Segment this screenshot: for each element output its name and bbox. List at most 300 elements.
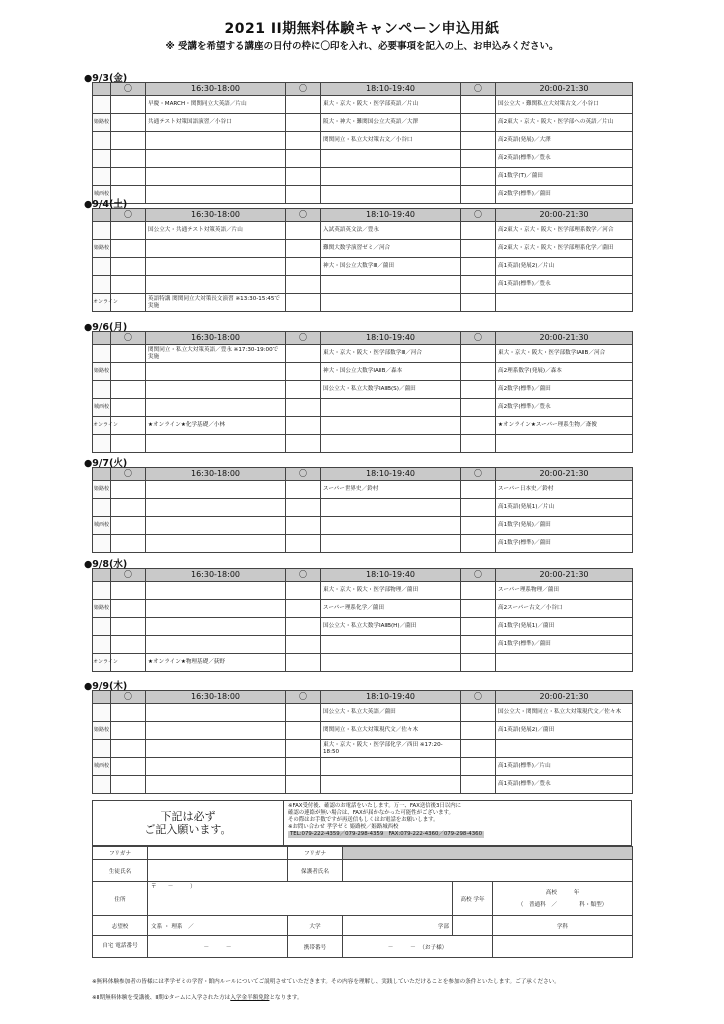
circle-header: 〇: [286, 569, 321, 582]
slot-header: 18:10-19:40: [321, 83, 461, 96]
apply-circle-box[interactable]: [286, 186, 321, 204]
apply-circle-box[interactable]: [461, 168, 496, 186]
campus-label: [93, 499, 111, 517]
section-header-cell: [93, 209, 111, 222]
guardian-name-field[interactable]: [343, 860, 633, 882]
address-label: 住所: [93, 882, 148, 916]
day-date: ●9/9(木): [84, 681, 128, 692]
apply-circle-box[interactable]: [286, 704, 321, 722]
slot-header: 20:00-21:30: [496, 209, 633, 222]
course-name: 国公立大・私立大数学ⅠAⅡB(S)／薗田: [321, 381, 461, 399]
apply-circle-box[interactable]: [461, 499, 496, 517]
schedule-table: [92, 208, 633, 312]
course-row: [93, 258, 633, 276]
circle-header: 〇: [286, 209, 321, 222]
footnote-discount-emph: 入学金半額免除: [230, 995, 270, 1001]
campus-label: 姫路校: [93, 722, 111, 740]
slot-header: 16:30-18:00: [146, 569, 286, 582]
apply-circle-box[interactable]: [286, 276, 321, 294]
course-name: 高1英語(発展2)／薗田: [496, 722, 633, 740]
course-name: [146, 276, 286, 294]
course-name: [321, 186, 461, 204]
campus-label: [93, 276, 111, 294]
slot-header: 16:30-18:00: [146, 691, 286, 704]
course-name: 早慶・MARCH・関関同立大英語／片山: [146, 96, 286, 114]
apply-circle-box[interactable]: [286, 740, 321, 758]
course-row: [93, 499, 633, 517]
apply-circle-box[interactable]: [286, 776, 321, 794]
campus-label: [93, 150, 111, 168]
course-name: 国公立大・共通テスト対策英語／片山: [146, 222, 286, 240]
apply-circle-box[interactable]: [461, 294, 496, 312]
course-name: 国公立大・難関私立大対策古文／小谷口: [496, 96, 633, 114]
course-name: [321, 499, 461, 517]
tel-numbers: TEL:079-222-4359／079-298-4359: [290, 831, 384, 837]
apply-circle-box[interactable]: [111, 600, 146, 618]
form-subtitle: ※ 受講を希望する講座の日付の枠に〇印を入れ、必要事項を記入の上、お申込みください。: [165, 41, 559, 52]
apply-circle-box[interactable]: [286, 96, 321, 114]
child-note: （お子様）: [419, 944, 448, 951]
campus-label: [93, 222, 111, 240]
slot-header: 20:00-21:30: [496, 332, 633, 345]
course-row: [93, 600, 633, 618]
student-name-field[interactable]: [148, 860, 288, 882]
apply-circle-box[interactable]: [286, 654, 321, 672]
course-name: 高2理系数学(発展)／森本: [496, 363, 633, 381]
course-name: 高1数学(標準)／薗田: [496, 636, 633, 654]
campus-label: 姫路校: [93, 600, 111, 618]
course-name: 東大・京大・阪大・医学部化学／西田 ※17:20-18:50: [321, 740, 461, 758]
course-row: [93, 240, 633, 258]
home-phone-field[interactable]: [148, 936, 288, 958]
campus-label: 姫路校: [93, 363, 111, 381]
section-header-cell: [93, 569, 111, 582]
school-line2: （ 普通科 ／ 科・類型）: [517, 901, 608, 908]
apply-circle-box[interactable]: [111, 636, 146, 654]
course-name: 東大・京大・阪大・医学部数学Ⅲ／河合: [321, 345, 461, 363]
course-name: 高2数学(標準)／薗田: [496, 186, 633, 204]
course-name: [321, 168, 461, 186]
university-label: 大学: [288, 916, 343, 936]
schedule-table: [92, 467, 633, 553]
slot-header: 16:30-18:00: [146, 209, 286, 222]
course-name: 高2東大・京大・阪大・医学部理系数学／河合: [496, 222, 633, 240]
circle-header: 〇: [286, 468, 321, 481]
campus-label: [93, 704, 111, 722]
slot-header: 20:00-21:30: [496, 468, 633, 481]
apply-circle-box[interactable]: [111, 222, 146, 240]
home-phone-dash: － －: [203, 944, 232, 951]
course-name: [321, 636, 461, 654]
campus-label: [93, 381, 111, 399]
apply-circle-box[interactable]: [461, 381, 496, 399]
course-name: 英語特講 関関同立大対策長文演習 ※13:30-15:45で実施: [146, 294, 286, 312]
course-row: [93, 758, 633, 776]
course-name: [146, 758, 286, 776]
course-name: 高1英語(発展2)／片山: [496, 258, 633, 276]
apply-circle-box[interactable]: [461, 481, 496, 499]
mobile-field[interactable]: [343, 936, 493, 958]
day-date: ●9/7(火): [84, 458, 128, 469]
circle-header: 〇: [111, 332, 146, 345]
course-row: [93, 96, 633, 114]
apply-circle-box[interactable]: [111, 481, 146, 499]
fax-line1: ※FAX受付後、確認のお電話をいたします。万一、FAX送信後3日以内に: [288, 803, 462, 809]
apply-circle-box[interactable]: [111, 240, 146, 258]
course-name: [146, 381, 286, 399]
campus-label: [93, 535, 111, 553]
campus-label: 城西校: [93, 517, 111, 535]
course-name: [146, 776, 286, 794]
course-name: 神大・国公立大数学ⅠAⅡB／森本: [321, 363, 461, 381]
course-name: 高2英語(標準)／豊永: [496, 150, 633, 168]
apply-circle-box[interactable]: [111, 114, 146, 132]
apply-circle-box[interactable]: [286, 363, 321, 381]
course-name: 高2東大・京大・阪大・医学部理系化学／薗田: [496, 240, 633, 258]
required-notice: [93, 801, 284, 845]
guardian-furigana-field[interactable]: [343, 847, 633, 860]
mobile-dash: － －: [387, 944, 416, 951]
apply-circle-box[interactable]: [286, 222, 321, 240]
course-name: 高2スーパー古文／小谷口: [496, 600, 633, 618]
apply-circle-box[interactable]: [286, 722, 321, 740]
course-name: [146, 399, 286, 417]
course-name: [321, 517, 461, 535]
apply-circle-box[interactable]: [286, 399, 321, 417]
apply-circle-box[interactable]: [286, 294, 321, 312]
circle-header: 〇: [111, 209, 146, 222]
course-name: 東大・京大・阪大・医学部物理／薗田: [321, 582, 461, 600]
school-field[interactable]: [493, 882, 633, 916]
schedule-table: [92, 568, 633, 672]
footnote-discount-prefix: ※Ⅱ期無料体験を受講後、Ⅱ期①タームに入学された方は: [92, 995, 231, 1001]
day-date: ●9/3(金): [84, 73, 128, 84]
faculty-field[interactable]: [343, 916, 453, 936]
apply-circle-box[interactable]: [461, 258, 496, 276]
course-name: 関関同立・私立大対策現代文／佐々木: [321, 722, 461, 740]
apply-circle-box[interactable]: [461, 758, 496, 776]
apply-circle-box[interactable]: [111, 276, 146, 294]
course-name: [321, 435, 461, 453]
apply-circle-box[interactable]: [286, 150, 321, 168]
course-name: 高1数学(発展)／薗田: [496, 517, 633, 535]
course-row: [93, 114, 633, 132]
slot-header: 18:10-19:40: [321, 332, 461, 345]
circle-header: 〇: [111, 569, 146, 582]
apply-circle-box[interactable]: [111, 399, 146, 417]
course-name: 東大・京大・阪大・医学部数学ⅠAⅡB／河合: [496, 345, 633, 363]
fax-line3: その際はお手数ですが再送信もしくはお電話をお願いします。: [288, 817, 439, 823]
slot-header: 18:10-19:40: [321, 468, 461, 481]
course-name: [321, 654, 461, 672]
apply-circle-box[interactable]: [111, 258, 146, 276]
day-date: ●9/8(水): [84, 559, 128, 570]
course-name: [321, 417, 461, 435]
day-block: [84, 322, 632, 453]
form-title: 2021 II期無料体験キャンペーン申込用紙: [224, 21, 500, 37]
student-furigana-field[interactable]: [148, 847, 288, 860]
course-row: [93, 618, 633, 636]
course-row: [93, 481, 633, 499]
mobile-label: 携帯番号: [288, 936, 343, 958]
dept-field-left[interactable]: [453, 916, 493, 936]
apply-circle-box[interactable]: [111, 722, 146, 740]
campus-label: [93, 618, 111, 636]
campus-label: [93, 740, 111, 758]
course-name: 高1数学(標準)／薗田: [496, 535, 633, 553]
course-name: 高1英語(発展1)／片山: [496, 499, 633, 517]
address-field[interactable]: [148, 882, 453, 916]
apply-circle-box[interactable]: [461, 417, 496, 435]
apply-circle-box[interactable]: [461, 636, 496, 654]
slot-header: 18:10-19:40: [321, 691, 461, 704]
day-date: ●9/6(月): [84, 322, 128, 333]
apply-circle-box[interactable]: [286, 517, 321, 535]
course-name: [496, 435, 633, 453]
course-row: [93, 704, 633, 722]
slot-header: 20:00-21:30: [496, 569, 633, 582]
course-name: 高1数学(T)／薗田: [496, 168, 633, 186]
course-name: [496, 654, 633, 672]
apply-circle-box[interactable]: [286, 114, 321, 132]
apply-circle-box[interactable]: [286, 381, 321, 399]
apply-circle-box[interactable]: [111, 381, 146, 399]
apply-circle-box[interactable]: [111, 168, 146, 186]
apply-circle-box[interactable]: [461, 618, 496, 636]
campus-label: [93, 776, 111, 794]
course-name: [146, 258, 286, 276]
campus-label: 城西校: [93, 186, 111, 204]
circle-header: 〇: [461, 569, 496, 582]
day-date: ●9/4(土): [84, 199, 128, 210]
apply-circle-box[interactable]: [111, 363, 146, 381]
slot-header: 16:30-18:00: [146, 332, 286, 345]
section-header-cell: [93, 691, 111, 704]
course-name: [496, 294, 633, 312]
campus-label: [93, 345, 111, 363]
apply-circle-box[interactable]: [461, 150, 496, 168]
course-name: [146, 517, 286, 535]
course-name: [146, 636, 286, 654]
circle-header: 〇: [461, 209, 496, 222]
schedule-table: [92, 82, 633, 204]
campus-label: [93, 132, 111, 150]
apply-circle-box[interactable]: [286, 535, 321, 553]
campus-label: オンライン: [93, 654, 111, 672]
schedule-table: [92, 331, 633, 453]
inquiry-line: ※お問い合わせ 孝学ゼミ 姫路校／姫路城西校: [288, 824, 399, 830]
apply-circle-box[interactable]: [286, 636, 321, 654]
apply-circle-box[interactable]: [461, 776, 496, 794]
fax-line2: 確認の連絡が無い場合は、FAXが届かなかった可能性がございます。: [288, 810, 454, 816]
course-row: [93, 417, 633, 435]
apply-circle-box[interactable]: [461, 582, 496, 600]
apply-circle-box[interactable]: [461, 654, 496, 672]
apply-circle-box[interactable]: [461, 114, 496, 132]
apply-circle-box[interactable]: [111, 132, 146, 150]
course-row: [93, 517, 633, 535]
slot-header: 16:30-18:00: [146, 468, 286, 481]
apply-circle-box[interactable]: [461, 240, 496, 258]
apply-circle-box[interactable]: [286, 618, 321, 636]
apply-circle-box[interactable]: [111, 499, 146, 517]
arts-science: 文系 ・ 理系 ／: [151, 923, 194, 930]
footnote-discount-suffix: となります。: [269, 995, 303, 1001]
apply-circle-box[interactable]: [286, 132, 321, 150]
course-name: [146, 499, 286, 517]
footnote-rules: ※無料体験参加者の皆様には孝学ゼミの学習・館内ルールについてご説明させていただきます。その内容を理解し、実践していただけることを参加の条件といたします。ご了承ください。: [92, 979, 560, 985]
apply-circle-box[interactable]: [111, 776, 146, 794]
course-name: 神大・国公立大数学Ⅲ／薗田: [321, 258, 461, 276]
course-name: [146, 600, 286, 618]
course-row: [93, 654, 633, 672]
apply-circle-box[interactable]: [461, 363, 496, 381]
circle-header: 〇: [461, 468, 496, 481]
course-row: [93, 132, 633, 150]
apply-circle-box[interactable]: [286, 435, 321, 453]
dept-label: 学科: [556, 923, 569, 930]
school-label: 高校 学年: [453, 882, 493, 916]
campus-label: 城西校: [93, 758, 111, 776]
course-name: 国公立大・私立大数学ⅠAⅡB(H)／薗田: [321, 618, 461, 636]
course-name: 国公立大・関関同立・私立大対策現代文／佐々木: [496, 704, 633, 722]
arts-science-field[interactable]: [148, 916, 288, 936]
apply-circle-box[interactable]: [111, 704, 146, 722]
apply-circle-box[interactable]: [461, 740, 496, 758]
day-block: [84, 73, 632, 204]
apply-circle-box[interactable]: [111, 96, 146, 114]
dept-field[interactable]: [493, 916, 633, 936]
campus-label: [93, 582, 111, 600]
course-name: [146, 740, 286, 758]
circle-header: 〇: [461, 691, 496, 704]
course-row: [93, 535, 633, 553]
apply-circle-box[interactable]: [111, 758, 146, 776]
apply-circle-box[interactable]: [111, 517, 146, 535]
day-block: [84, 559, 632, 672]
apply-circle-box[interactable]: [461, 96, 496, 114]
course-row: [93, 381, 633, 399]
course-name: 高2東大・京大・阪大・医学部への英語／片山: [496, 114, 633, 132]
course-name: 共通テスト対策国語演習／小谷口: [146, 114, 286, 132]
student-name-label: 生徒氏名: [93, 860, 148, 882]
apply-circle-box[interactable]: [111, 345, 146, 363]
notice-row: [92, 800, 632, 846]
day-block: [84, 199, 632, 312]
home-phone-label: 自宅 電話番号: [93, 936, 148, 958]
apply-circle-box[interactable]: [286, 499, 321, 517]
apply-circle-box[interactable]: [286, 240, 321, 258]
apply-circle-box[interactable]: [461, 399, 496, 417]
course-name: 高1数学(発展1)／薗田: [496, 618, 633, 636]
apply-circle-box[interactable]: [286, 481, 321, 499]
course-name: 難関大数学演習ゼミ／河合: [321, 240, 461, 258]
course-name: ★オンライン★化学基礎／小林: [146, 417, 286, 435]
course-row: [93, 150, 633, 168]
slot-header: 18:10-19:40: [321, 209, 461, 222]
campus-label: 姫路校: [93, 114, 111, 132]
course-name: ★オンライン★物理基礎／荻野: [146, 654, 286, 672]
mobile-extra[interactable]: [493, 936, 633, 958]
course-name: [146, 481, 286, 499]
apply-circle-box[interactable]: [286, 345, 321, 363]
campus-label: [93, 636, 111, 654]
apply-circle-box[interactable]: [111, 618, 146, 636]
course-name: スーパー世界史／鈴村: [321, 481, 461, 499]
apply-circle-box[interactable]: [461, 222, 496, 240]
apply-circle-box[interactable]: [461, 722, 496, 740]
apply-circle-box[interactable]: [111, 582, 146, 600]
course-row: [93, 363, 633, 381]
apply-circle-box[interactable]: [461, 600, 496, 618]
apply-circle-box[interactable]: [111, 740, 146, 758]
apply-circle-box[interactable]: [461, 132, 496, 150]
apply-circle-box[interactable]: [461, 704, 496, 722]
apply-circle-box[interactable]: [286, 168, 321, 186]
course-name: [321, 758, 461, 776]
applicant-form: [92, 846, 633, 958]
apply-circle-box[interactable]: [461, 535, 496, 553]
course-name: [146, 132, 286, 150]
course-name: [146, 168, 286, 186]
course-name: [146, 363, 286, 381]
campus-label: [93, 435, 111, 453]
faculty-label: 学部: [437, 923, 449, 930]
circle-header: 〇: [286, 332, 321, 345]
campus-label: オンライン: [93, 417, 111, 435]
course-name: 高1英語(標準)／豊永: [496, 276, 633, 294]
course-name: 高2数学(標準)／豊永: [496, 399, 633, 417]
apply-circle-box[interactable]: [111, 535, 146, 553]
course-name: 関関同立・私立大対策英語／豊永 ※17:30-19:00で実施: [146, 345, 286, 363]
schedule-table: [92, 690, 633, 794]
course-name: 高2英語(発展)／大澤: [496, 132, 633, 150]
circle-header: 〇: [111, 691, 146, 704]
course-row: [93, 776, 633, 794]
aspiration-label: 志望校: [93, 916, 148, 936]
furigana-label: フリガナ: [93, 847, 148, 860]
apply-circle-box[interactable]: [111, 150, 146, 168]
apply-circle-box[interactable]: [461, 276, 496, 294]
apply-circle-box[interactable]: [461, 435, 496, 453]
apply-circle-box[interactable]: [286, 417, 321, 435]
course-name: [146, 582, 286, 600]
campus-label: 姫路校: [93, 240, 111, 258]
course-row: [93, 740, 633, 758]
course-name: [146, 618, 286, 636]
apply-circle-box[interactable]: [286, 758, 321, 776]
course-name: 高2数学(標準)／薗田: [496, 381, 633, 399]
apply-circle-box[interactable]: [286, 582, 321, 600]
circle-header: 〇: [111, 468, 146, 481]
apply-circle-box[interactable]: [461, 345, 496, 363]
apply-circle-box[interactable]: [286, 258, 321, 276]
apply-circle-box[interactable]: [286, 600, 321, 618]
school-line1: 高校 年: [545, 889, 580, 896]
course-row: [93, 168, 633, 186]
course-name: [321, 294, 461, 312]
slot-header: 20:00-21:30: [496, 691, 633, 704]
apply-circle-box[interactable]: [111, 435, 146, 453]
apply-circle-box[interactable]: [461, 517, 496, 535]
circle-header: 〇: [286, 83, 321, 96]
fax-numbers: FAX:079-222-4360／079-298-4360: [388, 831, 483, 837]
apply-circle-box[interactable]: [461, 186, 496, 204]
course-name: 高1英語(標準)／豊永: [496, 776, 633, 794]
circle-header: 〇: [461, 83, 496, 96]
day-block: [84, 458, 632, 553]
course-name: スーパー日本史／鈴村: [496, 481, 633, 499]
